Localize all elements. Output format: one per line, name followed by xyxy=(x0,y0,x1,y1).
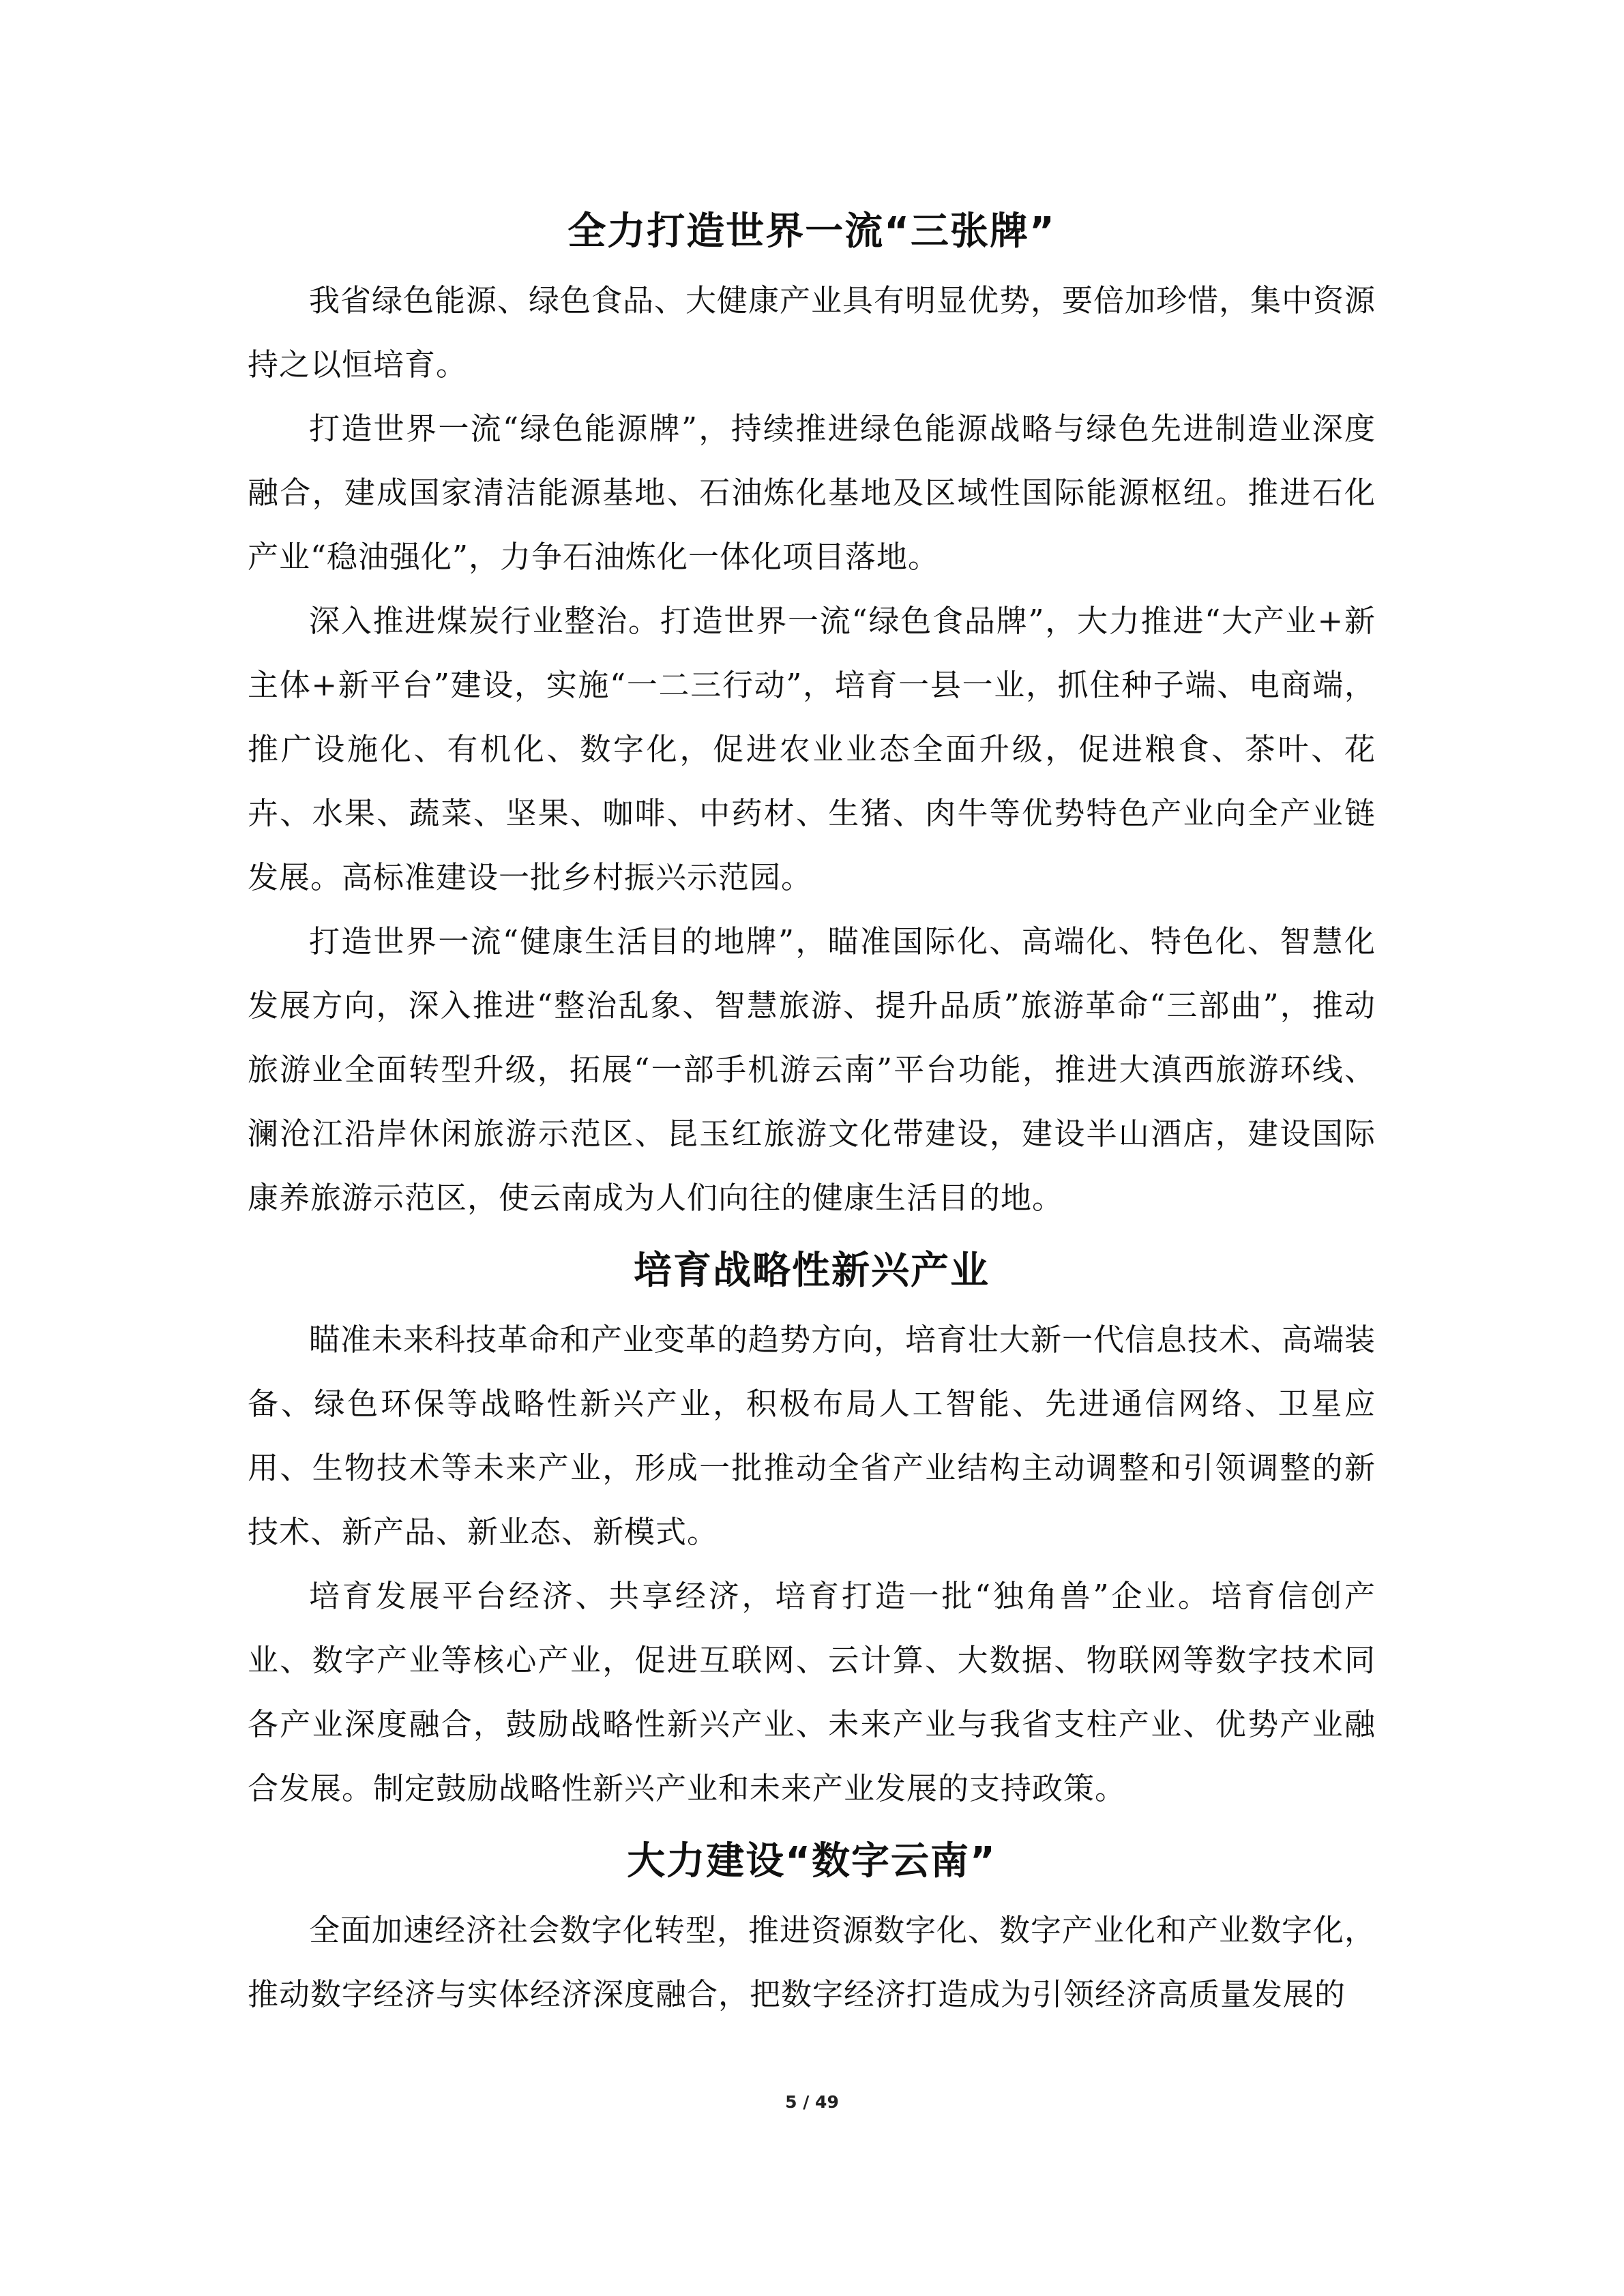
section-title: 培育战略性新兴产业 xyxy=(634,1249,990,1293)
page-number: 5 / 49 xyxy=(785,2092,839,2112)
paragraph: 打造世界一流“绿色能源牌”，持续推进绿色能源战略与绿色先进制造业深度融合，建成国家清洁能源基地、石油炼化基地及区域性国际能源枢纽。推进石化产业“稳油强化”，力争石油炼化一体化项目落地。 xyxy=(248,411,1376,575)
paragraph: 深入推进煤炭行业整治。打造世界一流“绿色食品牌”，大力推进“大产业+新主体+新平台”建设，实施“一二三行动”，培育一县一业，抓住种子端、电商端，推广设施化、有机化、数字化，促进农业业态全面升级，促进粮食、茶叶、花卉、水果、蔬菜、坚果、咖啡、中药材、生猪、肉牛等优势特色产业向全产业链发展。高标准建设一批乡村振兴示范园。 xyxy=(248,603,1376,895)
section-strategic-emerging-industries xyxy=(248,1244,1376,1821)
section-green-energy-food-health xyxy=(248,205,1376,1230)
paragraph: 全面加速经济社会数字化转型，推进资源数字化、数字产业化和产业数字化，推动数字经济与实体经济深度融合，把数字经济打造成为引领经济高质量发展的 xyxy=(248,1912,1376,2012)
paragraph: 培育发展平台经济、共享经济，培育打造一批“独角兽”企业。培育信创产业、数字产业等核心产业，促进互联网、云计算、大数据、物联网等数字技术同各产业深度融合，鼓励战略性新兴产业、未来产业与我省支柱产业、优势产业融合发展。制定鼓励战略性新兴产业和未来产业发展的支持政策。 xyxy=(248,1578,1376,1806)
section-title: 全力打造世界一流“三张牌” xyxy=(567,209,1056,254)
paragraph: 我省绿色能源、绿色食品、大健康产业具有明显优势，要倍加珍惜，集中资源持之以恒培育。 xyxy=(248,282,1376,383)
document-body xyxy=(248,205,1376,2027)
paragraph: 瞄准未来科技革命和产业变革的趋势方向，培育壮大新一代信息技术、高端装备、绿色环保等战略性新兴产业，积极布局人工智能、先进通信网络、卫星应用、生物技术等未来产业，形成一批推动全省产业结构主动调整和引领调整的新技术、新产品、新业态、新模式。 xyxy=(248,1322,1376,1550)
section-digital-yunnan xyxy=(248,1834,1376,2027)
paragraph: 打造世界一流“健康生活目的地牌”，瞄准国际化、高端化、特色化、智慧化发展方向，深入推进“整治乱象、智慧旅游、提升品质”旅游革命“三部曲”，推动旅游业全面转型升级，拓展“一部手机游云南”平台功能，推进大滇西旅游环线、澜沧江沿岸休闲旅游示范区、昆玉红旅游文化带建设，建设半山酒店，建设国际康养旅游示范区，使云南成为人们向往的健康生活目的地。 xyxy=(248,923,1376,1216)
section-title: 大力建设“数字云南” xyxy=(627,1839,996,1883)
